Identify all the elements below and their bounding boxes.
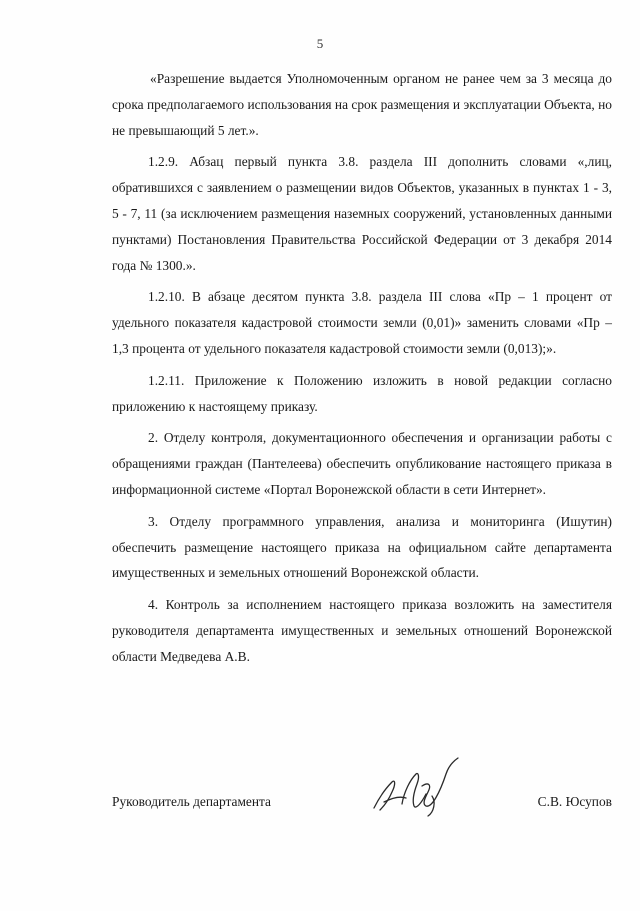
page-number: 5 [316,36,324,51]
paragraph-1-2-9: 1.2.9. Абзац первый пункта 3.8. раздела III дополнить словами «,лиц, обратившихся с заявлением о размещении видов Объектов, указанных в пунктах 1 - 3, 5 - 7, 11 (за исключением размещения наземных сооружений, установленных данными пунктами) Постановления Правительства Российской Федерации от 3 декабря 2014 года № 1300.». [112,154,612,273]
paragraph-1-2-10: 1.2.10. В абзаце десятом пункта 3.8. раздела III слова «Пр – 1 процент от удельного показателя кадастровой стоимости земли (0,01)» заменить словами «Пр – 1,3 процента от удельного показателя кадастровой стоимости земли (0,013);». [112,289,612,356]
paragraph-item-3: 3. Отделу программного управления, анализа и мониторинга (Ишутин) обеспечить размещение настоящего приказа на официальном сайте департамента имущественных и земельных отношений Воронежской области. [112,513,612,581]
paragraph-item-2: 2. Отделу контроля, документационного обеспечения и организации работы с обращениями граждан (Пантелеева) обеспечить опубликование настоящего приказа в информационной системе «Портал Воронежской области в сети Интернет». [112,430,612,497]
signatory-position: Руководитель департамента [112,794,271,809]
paragraph-item-4: 4. Контроль за исполнением настоящего приказа возложить на заместителя руководителя департамента имущественных и земельных отношений Воронежской области Медведева А.В. [112,597,612,664]
document-body [112,66,612,676]
paragraph-permit-terms: «Разрешение выдается Уполномоченным органом не ранее чем за 3 месяца до срока предполагаемого использования на срок размещения и эксплуатации Объекта, но не превышающий 5 лет.». [112,71,612,138]
paragraph-1-2-11: 1.2.11. Приложение к Положению изложить в новой редакции согласно приложению к настоящему приказу. [112,372,612,414]
handwritten-signature-icon [362,752,472,822]
signatory-name: С.В. Юсупов [537,794,612,809]
signature-block [112,790,612,820]
